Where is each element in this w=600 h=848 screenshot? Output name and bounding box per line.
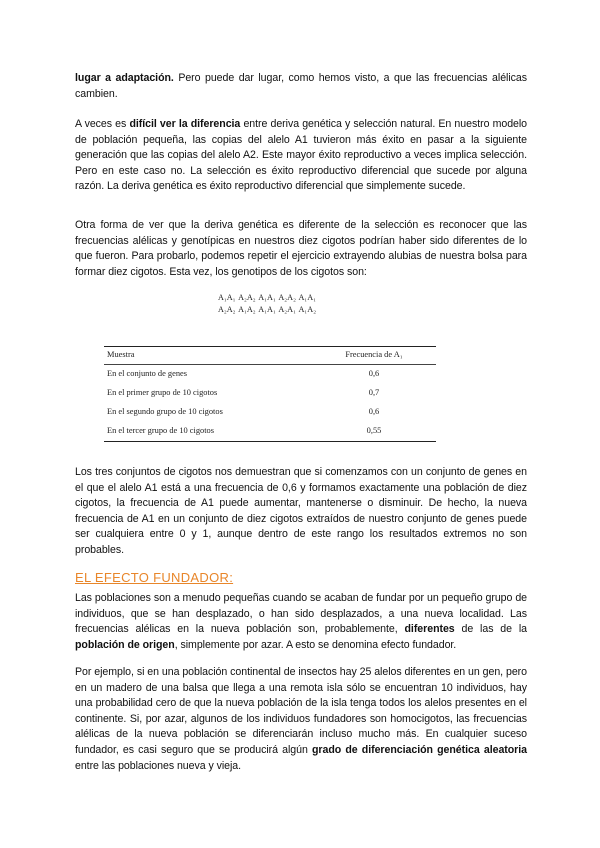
table-cell-label: En el tercer grupo de 10 cigotos: [107, 426, 214, 435]
genotypes-line-1: A₁A₁ A₂A₂ A₁A₁ A₂A₂ A₁A₁: [218, 293, 317, 302]
paragraph-text: entre deriva genética y selección natural. En nuestro modelo de población pequeña, las copias del alelo A1 tuvieron más éxito en pasar a la siguiente generación que las copias del alelo A2. Este mayor éxito reproductivo a veces implica selección. Pero en este caso no. La selección es éxito reproductivo diferencial que sucede por alguna razón. La deriva genética es éxito reproductivo diferencial que simplemente sucede.: [75, 118, 528, 193]
paragraph-founder-populations: [75, 591, 527, 653]
table-row: [104, 365, 436, 384]
table-cell-value: 0,7: [368, 388, 380, 397]
paragraph-another-way: Otra forma de ver que la deriva genética es diferente de la selección es reconocer que las frecuencias alélicas y genotípicas en nuestros diez cigotos podrían haber sido diferentes de lo que fueron. Para probarlo, podemos repetir el ejercicio extrayendo alubias de nuestra bolsa para formar diez cigotos. Esta vez, los genotipos de los cigotos son:: [75, 219, 527, 278]
bold-phrase: diferentes: [404, 623, 455, 636]
paragraph-adaptation: [75, 71, 527, 102]
paragraph-text: Pero puede dar lugar, como hemos visto, a que las frecuencias alélicas cambien.: [75, 72, 527, 100]
paragraph-drift-vs-selection: [75, 117, 527, 195]
bold-phrase: difícil ver la diferencia: [129, 118, 241, 130]
paragraph-three-sets: Los tres conjuntos de cigotos nos demuestran que si comenzamos con un conjunto de genes en el que el alelo A1 está a una frecuencia de 0,6 y formamos exactamente una población de diez cigotos, la frecuencia de A1 puede aumentar, mantenerse o disminuir. De hecho, la nueva frecuencia de A1 en un conjunto de diez cigotos extraídos de nuestro conjunto de genes puede ser cualquiera entre 0 y 1, aunque dentro de este rango los resultados extremos no son probables.: [75, 466, 527, 556]
genotypes-line-2: A₂A₂ A₁A₂ A₁A₁ A₂A₁ A₁A₂: [218, 305, 317, 314]
paragraph-text: entre las poblaciones nueva y vieja.: [75, 759, 242, 772]
paragraph-text: A veces es: [75, 118, 130, 130]
paragraph-insect-example: [75, 665, 527, 774]
paragraph-text: de las de la: [454, 623, 527, 636]
table-cell-label: En el segundo grupo de 10 cigotos: [107, 407, 223, 416]
table-bottom-rule: [104, 441, 436, 442]
paragraph-text: Por ejemplo, si en una población continental de insectos hay 25 alelos diferentes en un gen, pero en un madero de una balsa que llega a una remota isla sólo se encuentran 10 individuos, hay una probabilidad cero de que la nueva población de la isla tenga todos los alelos presentes en el continente. Si, por azar, algunos de los individuos fundadores son homocigotos, las frecuencias alélicas de la nueva población se diferenciarán incluso mucho más. En cualquier suceso fundador, es casi seguro que se producirá algún: [75, 666, 527, 756]
bold-phrase: grado de diferenciación genética aleatoria: [312, 743, 527, 756]
table-header-sample: Muestra: [107, 350, 135, 359]
paragraph-text: , simplemente por azar. A esto se denomina efecto fundador.: [174, 638, 457, 651]
allele-frequency-table: [104, 346, 436, 442]
table-cell-value: 0,6: [368, 407, 380, 416]
table-row: [104, 403, 436, 422]
paragraph-text: Las poblaciones son a menudo pequeñas cuando se acaban de fundar por un pequeño grupo de individuos, que se han desplazado, o han sido desplazados, a una nueva localidad. Las frecuencias alélicas en la nueva población son, probablemente,: [75, 592, 527, 636]
table-header-frequency: Frecuencia de A₁: [345, 350, 403, 359]
bold-phrase: población de origen: [75, 638, 175, 651]
table-row: [104, 384, 436, 403]
table-cell-label: En el primer grupo de 10 cigotos: [107, 388, 218, 397]
table-cell-value: 0,6: [368, 369, 380, 378]
table-cell-value: 0,55: [366, 426, 382, 435]
section-heading: EL EFECTO FUNDADOR:: [75, 570, 234, 585]
bold-phrase: lugar a adaptación.: [75, 72, 174, 84]
table-header-row: [104, 347, 436, 364]
table-row: [104, 422, 436, 441]
table-cell-label: En el conjunto de genes: [107, 369, 188, 378]
